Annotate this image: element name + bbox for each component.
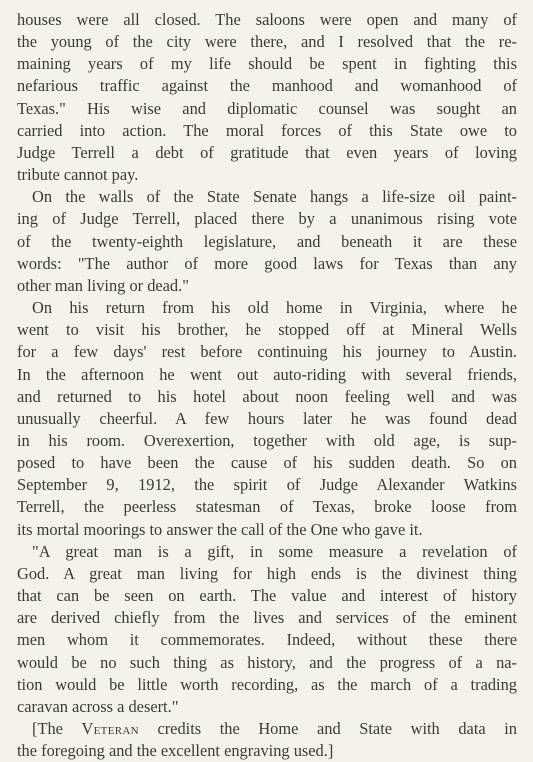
text-line: Terrell, the peerless statesman of Texas, broke loose from bbox=[17, 497, 517, 517]
text-line: Texas." His wise and diplomatic counsel was sought an bbox=[17, 98, 517, 118]
text-line: the young of the city were there, and I resolved that the re- bbox=[17, 32, 517, 52]
text-line: went to visit his brother, he stopped off at Mineral Wells bbox=[17, 320, 517, 340]
text-line: On the walls of the State Senate hangs a life-size oil paint- bbox=[32, 187, 517, 207]
paragraph-3 bbox=[17, 297, 517, 541]
text-line: words: "The author of more good laws for Texas than any bbox=[17, 253, 517, 273]
paragraph-2 bbox=[17, 186, 517, 297]
text-line: caravan across a desert." bbox=[17, 696, 179, 716]
text-line: houses were all closed. The saloons were open and many of bbox=[17, 10, 517, 29]
text-line: nefarious traffic against the manhood and womanhood of bbox=[17, 76, 517, 96]
text-line: other man living or dead." bbox=[17, 275, 189, 295]
closing-note bbox=[17, 718, 517, 762]
closing-note-prefix: [The bbox=[32, 719, 82, 738]
text-line: tion would be little worth recording, as the march of a trading bbox=[17, 674, 517, 694]
text-line: in his room. Overexertion, together with old age, is sup- bbox=[17, 430, 517, 450]
text-line: and returned to his hotel about noon feeling well and was bbox=[17, 386, 517, 406]
text-line: Judge Terrell a debt of gratitude that even years of loving bbox=[17, 142, 517, 162]
text-line: would be no such thing as history, and the progress of a na- bbox=[17, 652, 517, 672]
text-line: for a few days' rest before continuing his journey to Austin. bbox=[17, 342, 517, 362]
text-line: posed to have been the cause of his sudden death. So on bbox=[17, 453, 517, 473]
text-line: maining years of my life should be spent in fighting this bbox=[17, 54, 517, 74]
text-line: September 9, 1912, the spirit of Judge Alexander Watkins bbox=[17, 475, 517, 495]
text-line: tribute cannot pay. bbox=[17, 165, 139, 185]
text-line: of the twenty-eighth legislature, and beneath it are these bbox=[17, 231, 517, 251]
article-text bbox=[17, 9, 517, 762]
paragraph-4-quotation bbox=[17, 541, 517, 718]
text-line: unusually cheerful. A few hours later he was found dead bbox=[17, 408, 517, 428]
closing-note-rest: credits the Home and State with data in bbox=[138, 719, 517, 738]
text-line: God. A great man living for high ends is the divinest thing bbox=[17, 563, 517, 583]
veteran-small-caps: Veteran bbox=[81, 719, 139, 738]
text-line: its mortal moorings to answer the call of the One who gave it. bbox=[17, 519, 423, 539]
text-line: "A great man is a gift, in some measure a revelation of bbox=[32, 541, 517, 561]
text-line: men whom it commemorates. Indeed, without these there bbox=[17, 630, 517, 650]
text-line bbox=[17, 718, 517, 740]
text-line: carried into action. The moral forces of this State owe to bbox=[17, 120, 517, 140]
paragraph-1 bbox=[17, 9, 517, 186]
text-line: In the afternoon he went out auto-riding with several friends, bbox=[17, 364, 517, 384]
text-line: the foregoing and the excellent engraving used.] bbox=[17, 741, 334, 761]
text-line: are derived chiefly from the lives and services of the eminent bbox=[17, 608, 517, 628]
text-line: that can be seen on earth. The value and interest of history bbox=[17, 586, 517, 606]
text-line: On his return from his old home in Virginia, where he bbox=[32, 298, 517, 318]
text-line: ing of Judge Terrell, placed there by a unanimous rising vote bbox=[17, 209, 517, 229]
